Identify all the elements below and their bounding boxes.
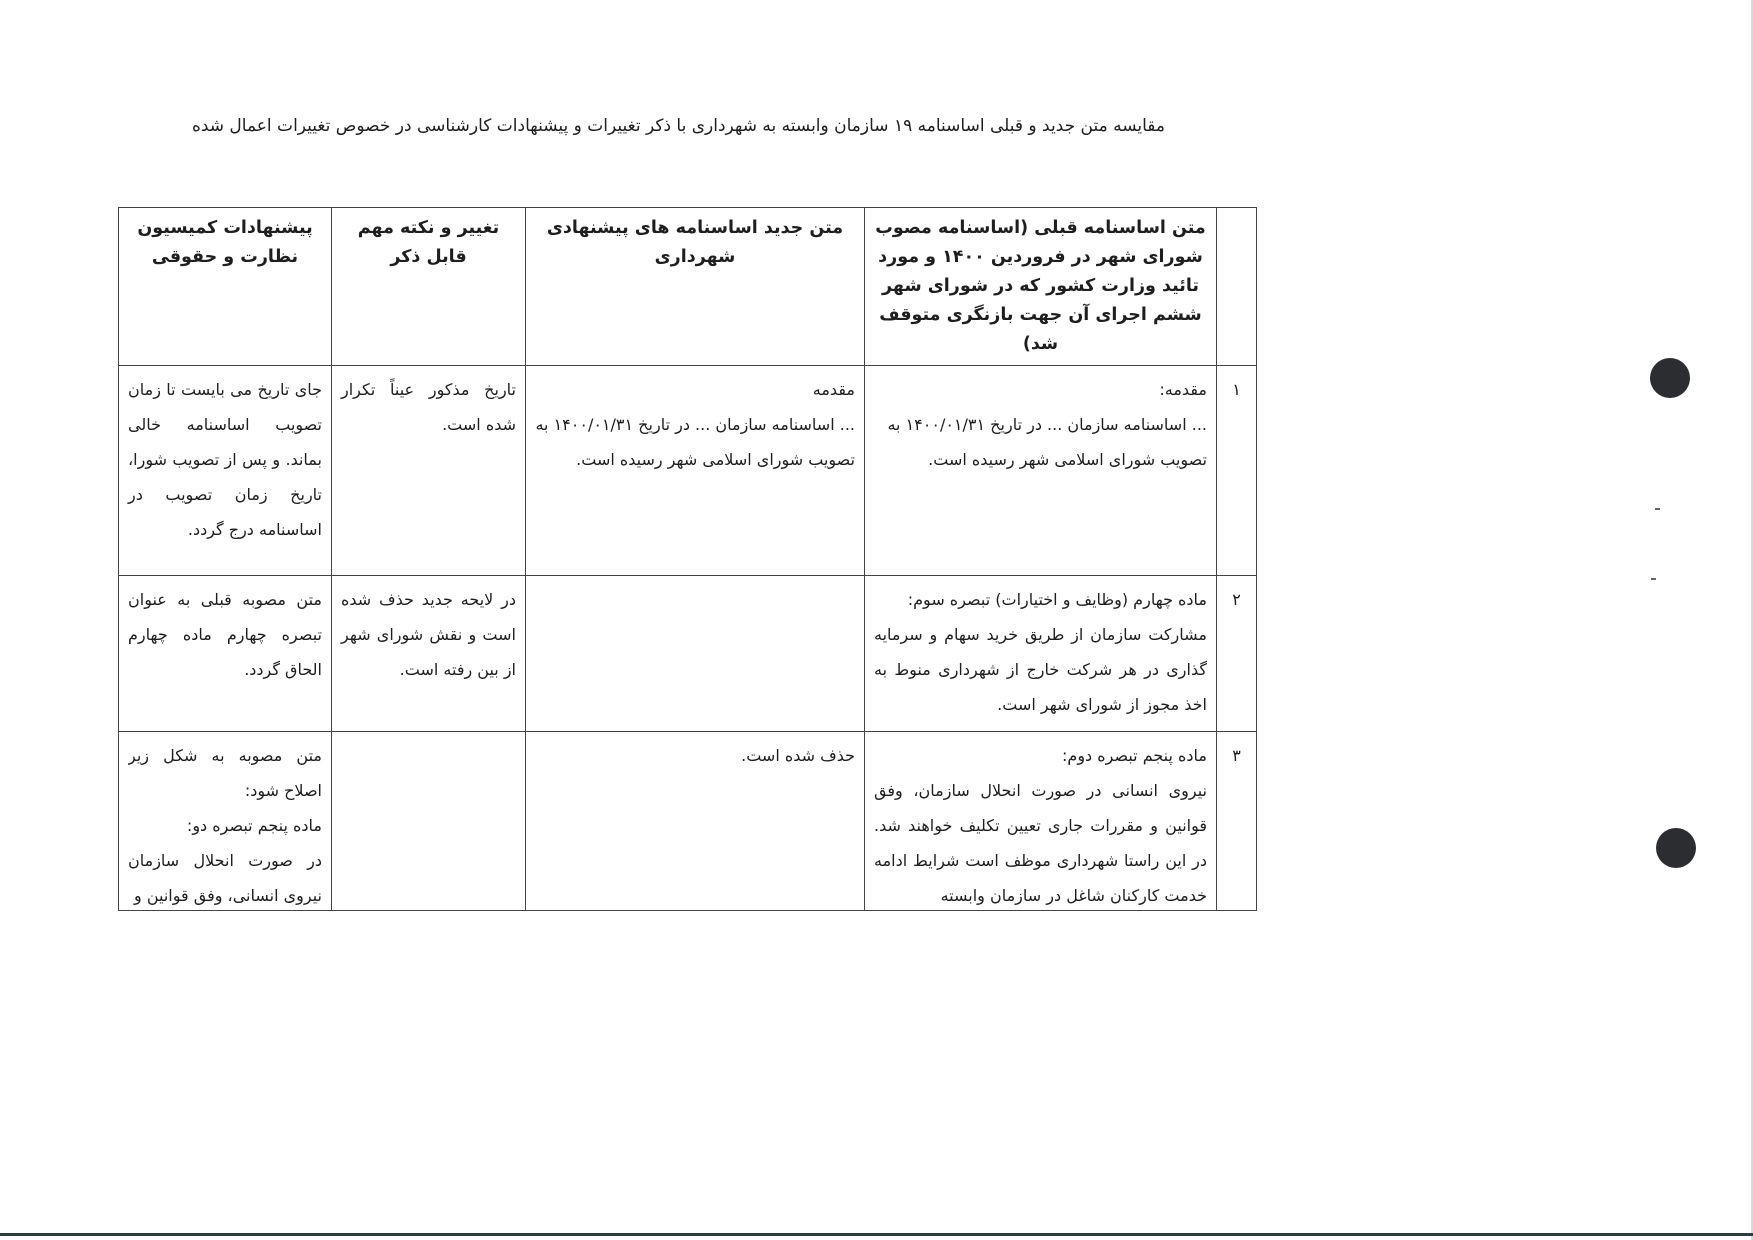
page-title: مقایسه متن جدید و قبلی اساسنامه ۱۹ سازمان وابسته به شهرداری با ذکر تغییرات و پیشنهادات کارشناسی در خصوص تغییرات اعمال شده [191, 116, 1165, 136]
header-commission: پیشنهادات کمیسیون نظارت و حقوقی [119, 208, 332, 366]
row-number: ۲ [1217, 576, 1257, 732]
old-text-cell [865, 366, 1217, 576]
change-cell: در لایحه جدید حذف شده است و نقش شورای شهر از بین رفته است. [332, 576, 526, 732]
change-cell: تاریخ مذکور عیناً تکرار شده است. [332, 366, 526, 576]
change-cell [332, 732, 526, 911]
commission-cell: متن مصوبه قبلی به عنوان تبصره چهارم ماده چهارم الحاق گردد. [119, 576, 332, 732]
old-text-title: ماده چهارم (وظایف و اختیارات) تبصره سوم: [907, 590, 1207, 609]
row-number: ۳ [1217, 732, 1257, 911]
new-text-cell [526, 576, 865, 732]
comparison-table [118, 207, 1257, 911]
commission-body: در صورت انحلال سازمان نیروی انسانی، وفق قوانین و [128, 851, 322, 905]
punch-hole-top [1650, 358, 1690, 398]
row-number: ۱ [1217, 366, 1257, 576]
old-text-title: ماده پنجم تبصره دوم: [1062, 746, 1207, 765]
commission-cell [119, 732, 332, 911]
scan-speck [1651, 578, 1656, 580]
commission-title: ماده پنجم تبصره دو: [186, 816, 322, 835]
header-number [1217, 208, 1257, 366]
scan-speck [1655, 508, 1660, 510]
new-text-title: مقدمه [812, 380, 855, 399]
header-new-text: متن جدید اساسنامه های پیشنهادی شهرداری [526, 208, 865, 366]
old-text-cell [865, 576, 1217, 732]
old-text-cell [865, 732, 1217, 911]
header-old-text: متن اساسنامه قبلی (اساسنامه مصوب شورای شهر در فروردین ۱۴۰۰ و مورد تائید وزارت کشور که در شورای شهر ششم اجرای آن جهت بازنگری متوقف شد) [865, 208, 1217, 366]
table-row [119, 366, 1257, 576]
old-text-body: نیروی انسانی در صورت انحلال سازمان، وفق قوانین و مقررات جاری تعیین تکلیف خواهند شد. در این راستا شهرداری موظف است شرایط ادامه خدمت کارکنان شاغل در سازمان وابسته [874, 781, 1207, 905]
old-text-body: ... اساسنامه سازمان ... در تاریخ ۱۴۰۰/۰۱/۳۱ به تصویب شورای اسلامی شهر رسیده است. [887, 415, 1207, 469]
header-change: تغییر و نکته مهم قابل ذکر [332, 208, 526, 366]
new-text-body: ... اساسنامه سازمان ... در تاریخ ۱۴۰۰/۰۱/۳۱ به تصویب شورای اسلامی شهر رسیده است. [535, 415, 855, 469]
commission-intro: متن مصوبه به شکل زیر اصلاح شود: [128, 746, 322, 800]
scan-border-line [0, 1233, 1753, 1236]
table-row [119, 576, 1257, 732]
new-text-cell [526, 732, 865, 911]
new-text-cell [526, 366, 865, 576]
old-text-body: مشارکت سازمان از طریق خرید سهام و سرمایه گذاری در هر شرکت خارج از شهرداری منوط به اخذ مجوز از شورای شهر است. [874, 625, 1207, 714]
table-header-row [119, 208, 1257, 366]
old-text-title: مقدمه: [1159, 380, 1207, 399]
table-row [119, 732, 1257, 911]
commission-cell: جای تاریخ می بایست تا زمان تصویب اساسنامه خالی بماند. و پس از تصویب شورا، تاریخ زمان تصویب در اساسنامه درج گردد. [119, 366, 332, 576]
new-text-title: حذف شده است. [741, 746, 855, 765]
punch-hole-bottom [1656, 828, 1696, 868]
